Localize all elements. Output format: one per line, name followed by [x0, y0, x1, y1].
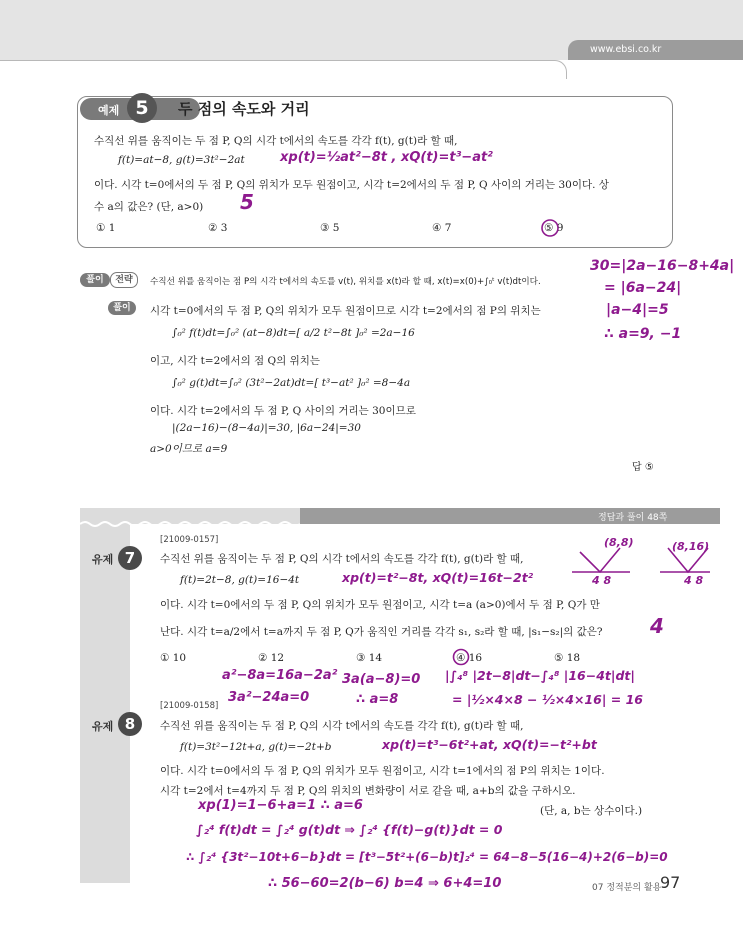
problem8-handwriting-positions: xp(t)=t³−6t²+at, xQ(t)=−t²+bt — [382, 737, 597, 752]
example-text-4: 수 a의 값은? (단, a>0) — [94, 201, 204, 213]
problem7-number: 7 — [118, 546, 142, 570]
site-url[interactable]: www.ebsi.co.kr — [590, 44, 662, 55]
problem7-code: [21009-0157] — [160, 535, 219, 545]
problem7-graph-label-1: (8,8) — [604, 536, 634, 549]
problem7-work-6: = |½×4×8 − ½×4×16| = 16 — [452, 692, 643, 707]
strategy-label: 전략 — [110, 272, 138, 288]
example-text-3: 이다. 시각 t=0에서의 두 점 P, Q의 위치가 모두 원점이고, 시각 t=2에서의 두 점 P, Q 사이의 거리는 30이다. 상 — [94, 179, 609, 191]
solution-line-4: ∫₀² g(t)dt=∫₀² (3t²−2at)dt=[ t³−at² ]₀² =8−4a — [172, 377, 411, 389]
solution-label: 풀이 — [108, 301, 136, 315]
handwriting-side-1: 30=|2a−16−8+4a| — [590, 258, 735, 274]
handwriting-side-3: |a−4|=5 — [606, 302, 669, 318]
example-title: 두 점의 속도와 거리 — [178, 100, 310, 118]
choice-4[interactable]: ④ 7 — [432, 222, 452, 234]
wavy-edge — [80, 520, 300, 528]
choice-1[interactable]: ① 1 — [96, 222, 116, 234]
problem8-code: [21009-0158] — [160, 701, 219, 711]
problem7-choice-5[interactable]: ⑤ 18 — [554, 652, 581, 664]
choice-2[interactable]: ② 3 — [208, 222, 228, 234]
problem7-choice-1[interactable]: ① 10 — [160, 652, 187, 664]
solution-line-2: ∫₀² f(t)dt=∫₀² (at−8)dt=[ a/2 t²−8t ]₀² =2a−16 — [172, 327, 415, 339]
problem7-choice-2[interactable]: ② 12 — [258, 652, 285, 664]
problem8-text-3: 이다. 시각 t=0에서의 두 점 P, Q의 위치가 모두 원점이고, 시각 t=1에서의 점 P의 위치는 1이다. — [160, 765, 605, 777]
problem7-choice-4[interactable]: ④ 16 — [456, 652, 483, 664]
strategy-text: 수직선 위를 움직이는 점 P의 시각 t에서의 속도를 v(t), 위치를 x(t)라 할 때, x(t)=x(0)+∫₀ᵗ v(t)dt이다. — [150, 277, 541, 287]
problem8-work-1: xp(1)=1−6+a=1 ∴ a=6 — [198, 798, 363, 813]
solution-label-1: 풀이 — [80, 273, 110, 287]
problem7-handwriting-answer: 4 — [650, 614, 664, 638]
problem7-handwriting-positions: xp(t)=t²−8t, xQ(t)=16t−2t² — [342, 570, 534, 585]
example-text-1: 수직선 위를 움직이는 두 점 P, Q의 시각 t에서의 속도를 각각 f(t), g(t)라 할 때, — [94, 135, 458, 147]
problem7-work-5: |∫₄⁸ |2t−8|dt−∫₄⁸ |16−4t|dt| — [445, 668, 635, 683]
problem7-text-3: 이다. 시각 t=0에서의 두 점 P, Q의 위치가 모두 원점이고, 시각 t=a (a>0)에서 두 점 P, Q가 만 — [160, 599, 600, 611]
solution-line-5: 이다. 시각 t=2에서의 두 점 P, Q 사이의 거리는 30이므로 — [150, 405, 416, 417]
header-divider — [0, 60, 550, 61]
problem7-work-4: ∴ a=8 — [356, 692, 399, 707]
problem8-work-4: ∴ 56−60=2(b−6) b=4 ⇒ 6+4=10 — [268, 876, 502, 891]
footer-section: 07 정적분의 활용 — [592, 883, 662, 893]
example-number: 5 — [127, 93, 157, 123]
handwriting-side-2: = |6a−24| — [604, 280, 682, 296]
problem7-work-3: 3a(a−8)=0 — [342, 672, 421, 687]
problem8-note: (단, a, b는 상수이다.) — [540, 805, 643, 817]
header-divider-curve — [548, 60, 567, 79]
problem7-text-1: 수직선 위를 움직이는 두 점 P, Q의 시각 t에서의 속도를 각각 f(t), g(t)라 할 때, — [160, 553, 524, 565]
choice-3[interactable]: ③ 5 — [320, 222, 340, 234]
problem7-choice-3[interactable]: ③ 14 — [356, 652, 383, 664]
choice-5[interactable]: ⑤ 9 — [544, 222, 564, 234]
problem8-text-1: 수직선 위를 움직이는 두 점 P, Q의 시각 t에서의 속도를 각각 f(t), g(t)라 할 때, — [160, 720, 524, 732]
answer-mark: 답 ⑤ — [632, 462, 654, 473]
problem8-work-2: ∫₂⁴ f(t)dt = ∫₂⁴ g(t)dt ⇒ ∫₂⁴ {f(t)−g(t)}dt = 0 — [196, 822, 503, 837]
problem7-formula: f(t)=2t−8, g(t)=16−4t — [180, 574, 300, 586]
solution-line-3: 이고, 시각 t=2에서의 점 Q의 위치는 — [150, 355, 321, 367]
problem8-work-3: ∴ ∫₂⁴ {3t²−10t+6−b}dt = [t³−5t²+(6−b)t]₂⁴ = 64−8−5(16−4)+2(6−b)=0 — [186, 850, 668, 864]
problem8-label: 유제 — [92, 720, 114, 733]
solution-line-7: a>0이므로 a=9 — [150, 443, 228, 455]
problem7-graph-label-2: (8,16) — [672, 540, 710, 553]
problem7-graph-ticks-1: 4 8 — [592, 574, 612, 587]
problem7-work-2: 3a²−24a=0 — [228, 690, 310, 705]
problem8-text-4: 시각 t=2에서 t=4까지 두 점 P, Q의 위치의 변화량이 서로 같을 때, a+b의 값을 구하시오. — [160, 785, 576, 797]
answer-bar-text[interactable]: 정답과 풀이 48쪽 — [598, 513, 668, 523]
example-formula: f(t)=at−8, g(t)=3t²−2at — [118, 154, 245, 166]
choice-5-circle-mark — [540, 218, 560, 238]
problem7-choice-4-circle-mark — [452, 648, 470, 666]
solution-line-1: 시각 t=0에서의 두 점 P, Q의 위치가 모두 원점이므로 시각 t=2에서의 점 P의 위치는 — [150, 305, 541, 317]
handwriting-side-4: ∴ a=9, −1 — [604, 326, 682, 342]
handwriting-positions: xp(t)=½at²−8t , xQ(t)=t³−at² — [280, 150, 493, 165]
problem8-number: 8 — [118, 712, 142, 736]
handwriting-answer: 5 — [240, 190, 254, 214]
solution-line-6: |(2a−16)−(8−4a)|=30, |6a−24|=30 — [172, 422, 361, 434]
example-label: 예제 — [98, 104, 120, 117]
problem7-label: 유제 — [92, 553, 114, 566]
problem7-graph-ticks-2: 4 8 — [684, 574, 704, 587]
page-number: 97 — [660, 873, 681, 892]
problem7-work-1: a²−8a=16a−2a² — [222, 668, 338, 683]
problem7-text-4: 난다. 시각 t=a/2에서 t=a까지 두 점 P, Q가 움직인 거리를 각각 s₁, s₂라 할 때, |s₁−s₂|의 값은? — [160, 626, 603, 638]
problem8-formula: f(t)=3t²−12t+a, g(t)=−2t+b — [180, 741, 332, 753]
